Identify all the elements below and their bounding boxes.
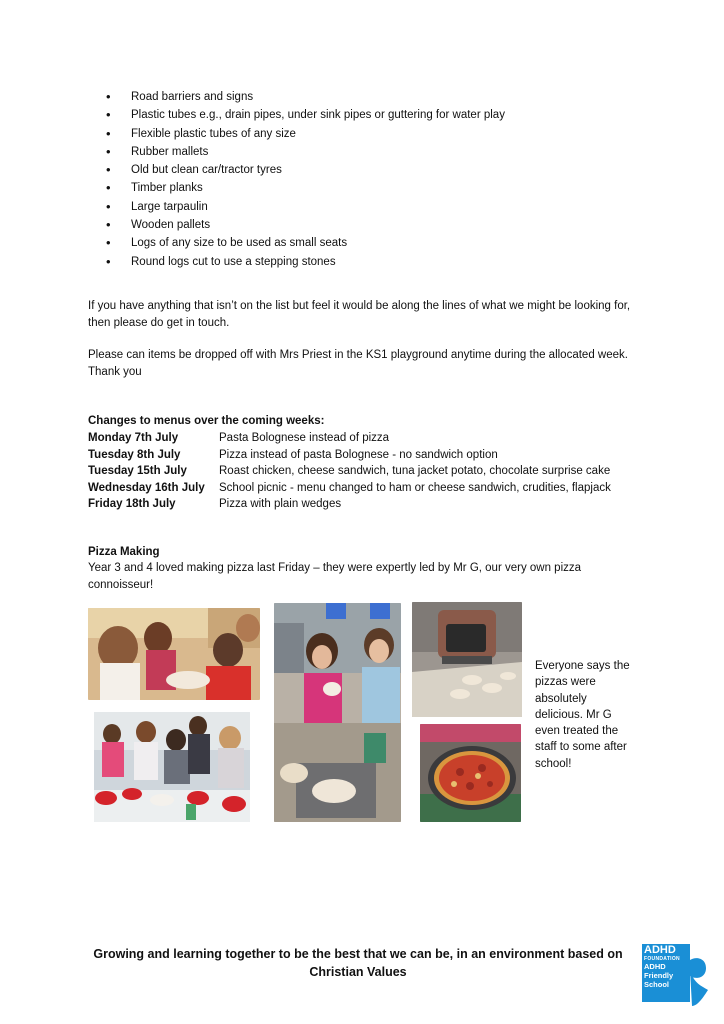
menu-day: Tuesday 8th July [88,448,181,461]
table-row [88,480,611,497]
table-row [88,463,611,480]
logo-line5: School [644,980,670,989]
list-item: • Wooden pallets [106,216,505,234]
logo-line3: ADHD [644,962,666,971]
school-motto: Growing and learning together to be the best that we can be, in an environment based on Christian Values [93,947,623,979]
pizza-heading: Pizza Making [88,546,160,558]
menu-changes-table [88,430,611,513]
menu-change: Pizza instead of pasta Bolognese - no sandwich option [219,448,498,461]
menu-day: Monday 7th July [88,432,179,444]
logo-line1: ADHD [644,944,676,956]
table-row [88,447,611,464]
photo-children-kneading [88,608,260,700]
list-item: • Old but clean car/tractor tyres [106,161,505,179]
pizza-intro: Year 3 and 4 loved making pizza last Friday – they were expertly led by Mr G, our very own pizza connoisseur! [88,562,582,591]
menu-change: School picnic - menu changed to ham or cheese sandwich, crudities, flapjack [219,481,611,494]
list-item: • Road barriers and signs [106,88,505,106]
photo-girls-holding-dough [274,603,401,822]
table-row [88,496,611,513]
list-item: • Timber planks [106,179,505,197]
menu-day: Wednesday 16th July [88,481,205,494]
menu-change: Roast chicken, cheese sandwich, tuna jacket potato, chocolate surprise cake [219,465,611,477]
donation-item-list [106,88,505,271]
menu-change: Pizza with plain wedges [219,498,342,510]
menus-heading: Changes to menus over the coming weeks: [88,415,325,427]
photo-pizza-oven [412,602,522,717]
list-item: • Logs of any size to be used as small seats [106,234,505,252]
photo-finished-pizza [420,724,521,822]
photo-children-with-bowls [94,712,250,822]
list-item: • Plastic tubes e.g., drain pipes, under sink pipes or guttering for water play [106,106,505,124]
menu-day: Friday 18th July [88,498,176,510]
anything-else-paragraph: If you have anything that isn’t on the list but feel it would be along the lines of what we might be looking for, then please do get in touch. [88,300,631,329]
pizza-caption: Everyone says the pizzas were absolutely delicious. Mr G even treated the staff to some after school! [535,660,630,770]
menu-day: Tuesday 15th July [88,465,187,477]
list-item: • Round logs cut to use a stepping stones [106,253,505,271]
table-row [88,430,611,447]
list-item: • Flexible plastic tubes of any size [106,125,505,143]
menu-change: Pasta Bolognese instead of pizza [219,432,390,444]
logo-line2: FOUNDATION [644,956,680,962]
logo-line4: Friendly [644,971,674,980]
drop-off-paragraph: Please can items be dropped off with Mrs Priest in the KS1 playground anytime during the allocated week. Thank you [88,349,628,378]
list-item: • Rubber mallets [106,143,505,161]
list-item: • Large tarpaulin [106,198,505,216]
